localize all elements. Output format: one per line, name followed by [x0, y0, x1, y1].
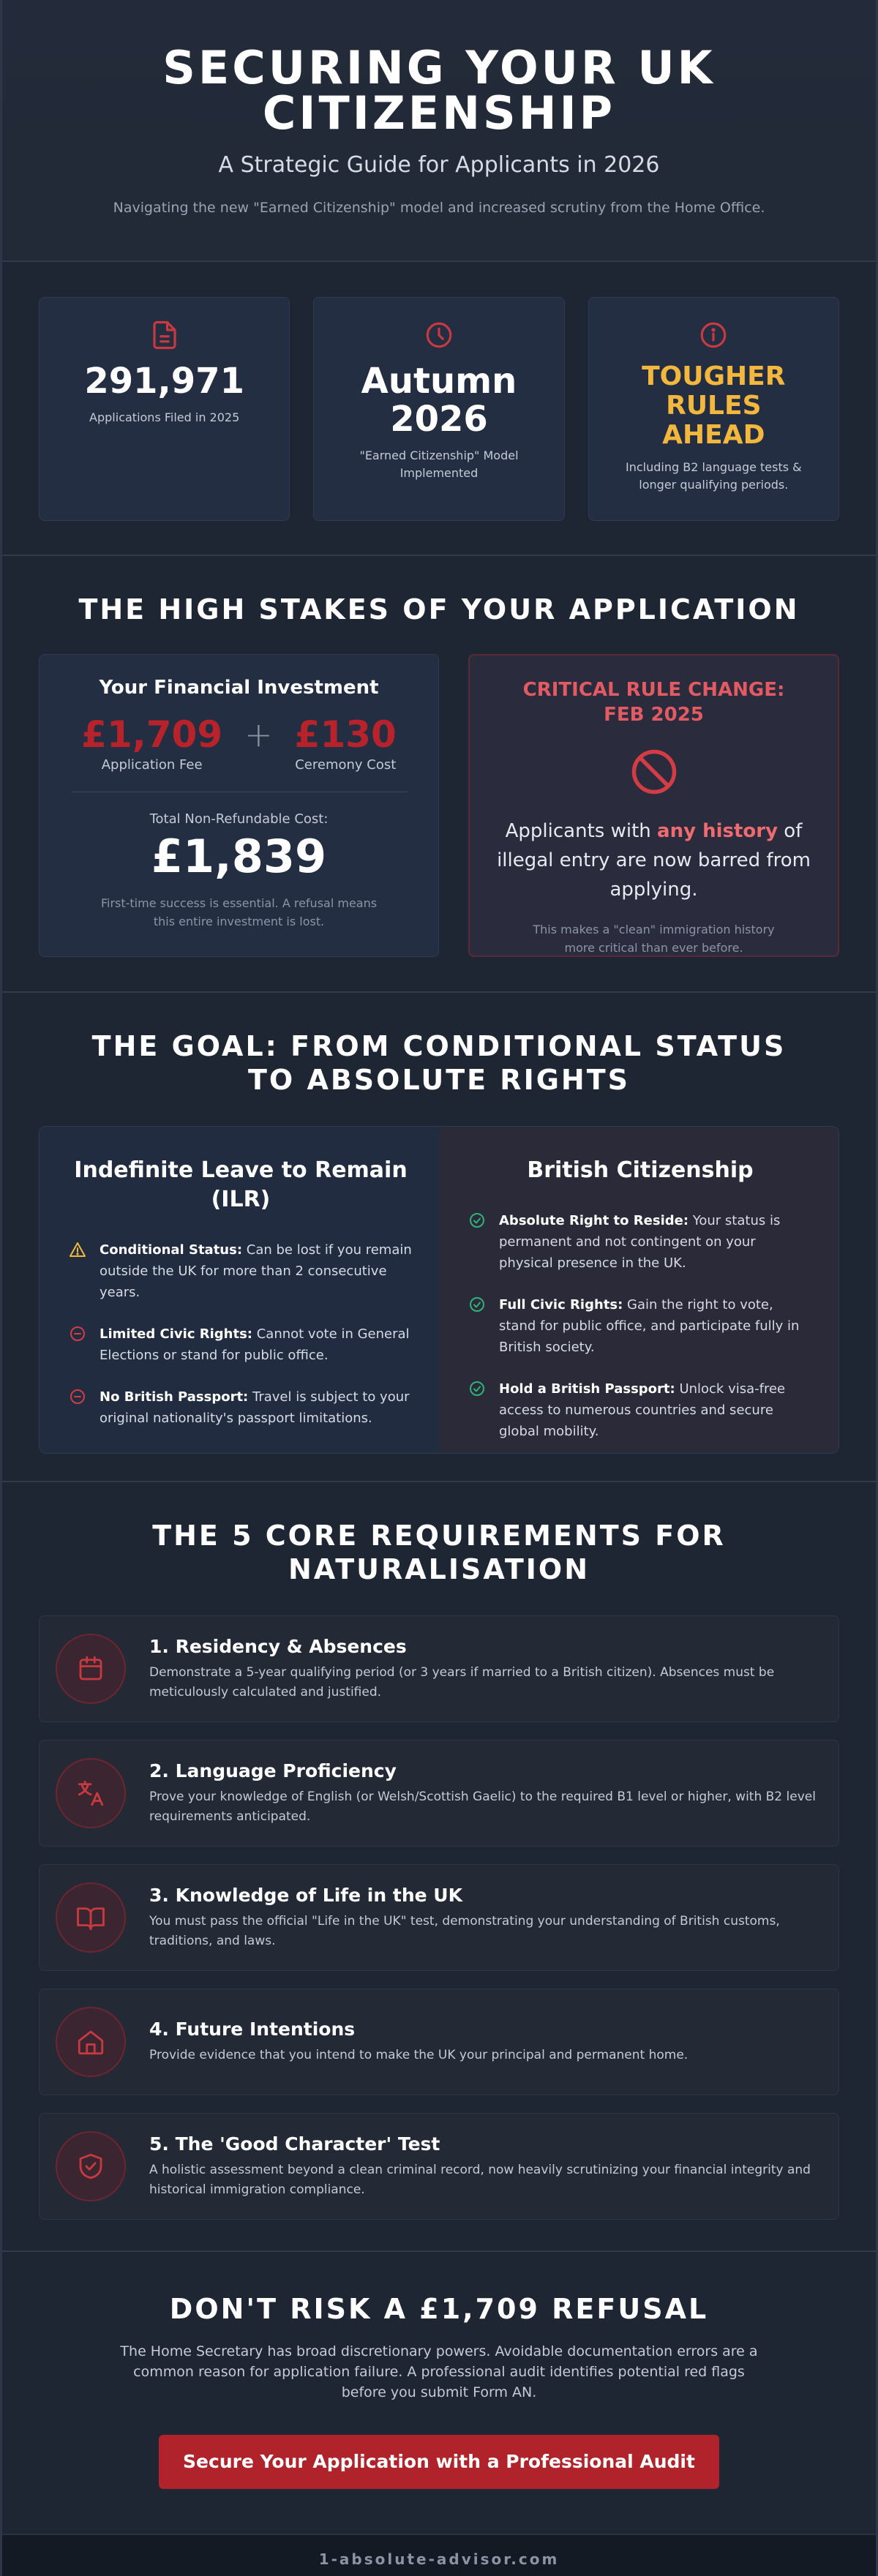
stat-card-implementation — [313, 297, 564, 521]
requirement-desc: Prove your knowledge of English (or Welsh/Scottish Gaelic) to the required B1 level or higher, with B2 level requirements anticipated. — [149, 1789, 816, 1824]
item-bold: Hold a British Passport: — [499, 1381, 675, 1397]
check-circle-icon — [468, 1380, 486, 1397]
goal-section — [2, 993, 876, 1482]
translate-icon — [75, 1778, 106, 1809]
section-title: THE HIGH STAKES OF YOUR APPLICATION — [78, 593, 800, 626]
stakes-section — [2, 556, 876, 993]
item-bold: Limited Civic Rights: — [100, 1326, 252, 1342]
requirement-desc: Provide evidence that you intend to make the UK your principal and permanent home. — [149, 2048, 688, 2062]
ceremony-fee — [295, 715, 397, 773]
cta-section — [2, 2252, 876, 2534]
item-text: Can be lost if you remain outside the UK for more than 2 consecutive years. — [100, 1242, 412, 1300]
text-part: of illegal entry are now barred from applying. — [497, 820, 811, 901]
requirement-item — [39, 2113, 839, 2220]
home-icon — [75, 2027, 106, 2057]
shield-check-icon — [75, 2151, 106, 2182]
fee-label: Ceremony Cost — [295, 757, 397, 773]
item-bold: Conditional Status: — [100, 1242, 243, 1258]
plus-sign: + — [244, 715, 273, 754]
stat-value: TOUGHER RULES AHEAD — [642, 361, 786, 450]
text-part: Applicants with — [505, 820, 658, 842]
list-item — [69, 1386, 413, 1429]
critical-rule-card — [468, 654, 839, 957]
stat-value: Autumn 2026 — [361, 361, 517, 440]
item-bold: No British Passport: — [100, 1389, 249, 1405]
page-title: SECURING YOUR UK CITIZENSHIP — [162, 41, 716, 140]
ban-icon — [630, 748, 678, 796]
total-value: £1,839 — [151, 830, 327, 883]
check-circle-icon — [468, 1212, 486, 1229]
stats-section — [2, 262, 876, 556]
requirement-desc: You must pass the official "Life in the UK" test, demonstrating your understanding of British customs, traditions, and laws. — [149, 1913, 780, 1948]
footer-site-link[interactable]: 1-absolute-advisor.com — [2, 2534, 876, 2576]
ilr-column — [40, 1127, 439, 1453]
requirement-item — [39, 1989, 839, 2095]
fee-label: Application Fee — [101, 757, 203, 773]
item-bold: Absolute Right to Reside: — [499, 1213, 689, 1228]
card-title: CRITICAL RULE CHANGE: FEB 2025 — [522, 679, 785, 726]
item-text: Gain the right to vote, stand for public office, and participate fully in British society. — [499, 1297, 800, 1355]
cta-title: DON'T RISK A £1,709 REFUSAL — [169, 2293, 709, 2325]
requirement-desc: A holistic assessment beyond a clean criminal record, now heavily scrutinizing your financial integrity and historical immigration compliance. — [149, 2162, 811, 2197]
warning-icon — [69, 1241, 86, 1258]
citizenship-column — [439, 1127, 838, 1453]
requirement-title: 4. Future Intentions — [149, 2019, 356, 2040]
page-subtitle: A Strategic Guide for Applicants in 2026 — [218, 152, 660, 178]
requirement-item — [39, 1864, 839, 1971]
calendar-icon — [75, 1653, 106, 1684]
financial-investment-card — [39, 654, 439, 957]
requirement-title: 2. Language Proficiency — [149, 1760, 397, 1781]
critical-rule-text — [470, 816, 838, 904]
hero-section — [2, 0, 876, 262]
page-tagline: Navigating the new "Earned Citizenship" model and increased scrutiny from the Home Office. — [113, 200, 765, 216]
fee-amount: £1,709 — [81, 713, 223, 756]
stat-label: "Earned Citizenship" Model Implemented — [359, 448, 519, 480]
requirement-item — [39, 1740, 839, 1847]
requirement-title: 3. Knowledge of Life in the UK — [149, 1884, 462, 1906]
highlight-text: any history — [657, 820, 778, 842]
total-label: Total Non-Refundable Cost: — [149, 811, 329, 827]
card-title: Your Financial Investment — [99, 677, 379, 699]
critical-note: This makes a "clean" immigration history more critical than ever before. — [533, 923, 775, 955]
stat-card-applications — [39, 297, 290, 521]
list-item — [468, 1210, 812, 1274]
check-circle-icon — [468, 1296, 486, 1313]
clock-icon — [424, 320, 454, 350]
cta-text: The Home Secretary has broad discretionary powers. Avoidable documentation errors are a common reason for application failure. A professional audit identifies potential red flags before you submit Form AN. — [120, 2343, 758, 2400]
minus-circle-icon — [69, 1325, 86, 1343]
requirement-title: 5. The 'Good Character' Test — [149, 2133, 440, 2155]
column-title: Indefinite Leave to Remain (ILR) — [74, 1157, 408, 1212]
list-item — [468, 1378, 812, 1442]
section-title: THE 5 CORE REQUIREMENTS FOR NATURALISATION — [152, 1520, 726, 1585]
stat-label: Applications Filed in 2025 — [89, 410, 240, 424]
professional-audit-button[interactable]: Secure Your Application with a Professional Audit — [159, 2435, 719, 2489]
column-title: British Citizenship — [527, 1157, 754, 1183]
list-item — [69, 1239, 413, 1303]
stat-value: 291,971 — [84, 361, 244, 402]
info-icon — [698, 320, 729, 350]
stat-card-rules — [588, 297, 839, 521]
document-icon — [149, 320, 180, 350]
section-title: THE GOAL: FROM CONDITIONAL STATUS TO ABSOLUTE RIGHTS — [91, 1030, 787, 1096]
item-text: Travel is subject to your original nationality's passport limitations. — [100, 1389, 410, 1426]
minus-circle-icon — [69, 1388, 86, 1405]
item-bold: Full Civic Rights: — [499, 1297, 623, 1313]
application-fee — [81, 715, 222, 773]
list-item — [69, 1323, 413, 1366]
item-text: Unlock visa-free access to numerous countries and secure global mobility. — [499, 1381, 786, 1439]
item-text: Your status is permanent and not contingent on your physical presence in the UK. — [499, 1213, 781, 1271]
requirements-section — [2, 1482, 876, 2252]
book-icon — [75, 1902, 106, 1933]
financial-note: First-time success is essential. A refusal means this entire investment is lost. — [100, 896, 378, 928]
list-item — [468, 1294, 812, 1358]
item-text: Cannot vote in General Elections or stand for public office. — [100, 1326, 410, 1363]
requirement-title: 1. Residency & Absences — [149, 1635, 407, 1657]
requirement-desc: Demonstrate a 5-year qualifying period (or 3 years if married to a British citizen). Absences must be meticulously calculated and justified. — [149, 1664, 775, 1700]
requirement-item — [39, 1615, 839, 1722]
stat-label: Including B2 language tests & longer qualifying periods. — [625, 460, 802, 492]
fee-amount: £130 — [294, 713, 397, 756]
